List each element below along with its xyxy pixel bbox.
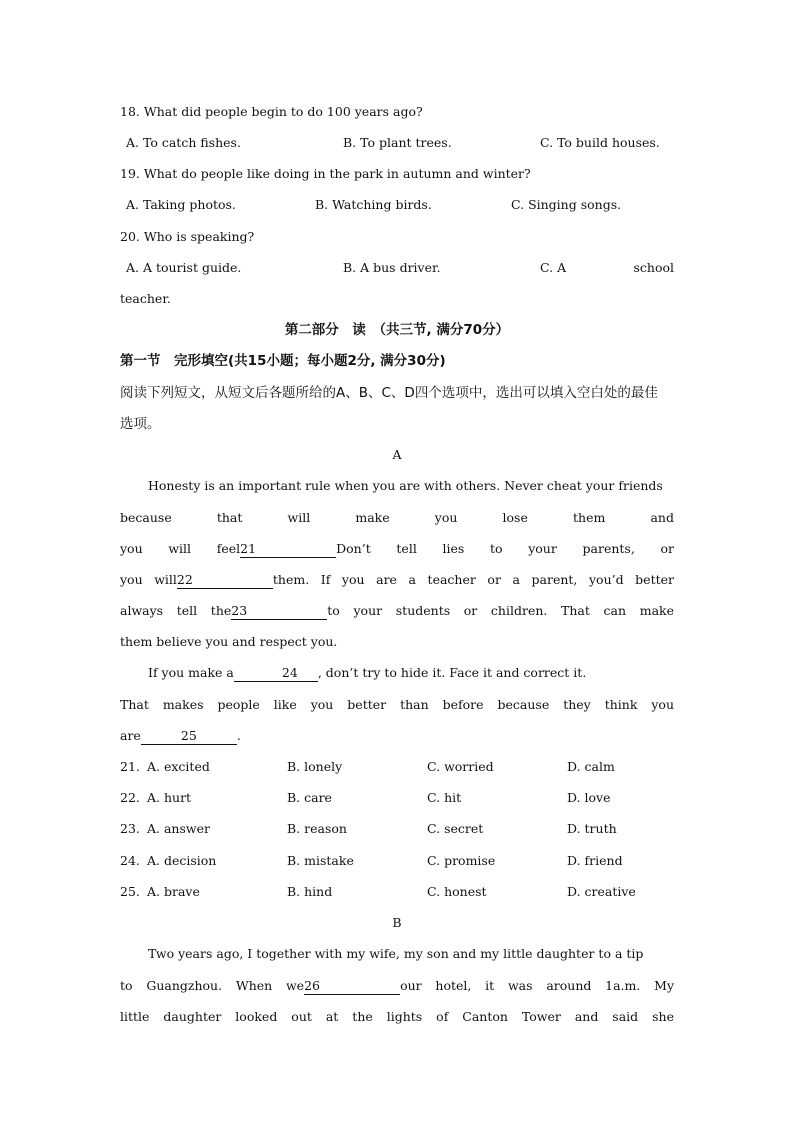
option-a: A. excited [147, 759, 210, 774]
passage-a-line-1: Honesty is an important rule when you are with others. Never cheat your friends [148, 478, 663, 493]
passage-b-line-3: little daughter looked out at the lights of Canton Tower and said she [120, 1009, 674, 1024]
option-c: C. worried [427, 759, 494, 774]
option-b: B. care [287, 790, 332, 805]
option-c: C. hit [427, 790, 462, 805]
passage-a-line-2 [120, 508, 674, 528]
option-d: D. love [567, 790, 611, 805]
blank-22: 22 [177, 571, 273, 589]
option-d: D. calm [567, 759, 615, 774]
option-a: A. answer [147, 821, 210, 836]
option-a: A. brave [147, 884, 200, 899]
option-a: A. decision [147, 853, 217, 868]
q19-option-b: B. Watching birds. [315, 197, 432, 212]
question-19-stem: 19. What do people like doing in the park in autumn and winter? [120, 166, 531, 181]
question-18-options [120, 133, 674, 153]
option-b: B. hind [287, 884, 333, 899]
question-number: 25. [120, 884, 140, 899]
word: lose [502, 510, 528, 525]
text: our hotel, it was around 1a.m. My [400, 978, 675, 993]
q19-option-a: A. Taking photos. [126, 197, 236, 212]
text: you will feel [120, 541, 241, 556]
question-24-options [120, 851, 674, 871]
passage-b-line-2 [120, 976, 674, 996]
word: you [434, 510, 458, 525]
text: , don’t try to hide it. Face it and correct it. [317, 665, 587, 680]
section-one-heading: 第一节 完形填空(共15小题；每小题2分, 满分30分) [120, 353, 446, 369]
q20-option-c: C. A [540, 260, 567, 275]
passage-b-line-1: Two years ago, I together with my wife, my son and my little daughter to a tip [148, 946, 644, 961]
text: . [236, 728, 241, 743]
q18-option-c: C. To build houses. [540, 135, 660, 150]
question-23-options [120, 819, 674, 839]
text: to your students or children. That can make [327, 603, 674, 618]
option-b: B. reason [287, 821, 347, 836]
option-b: B. lonely [287, 759, 343, 774]
option-d: D. truth [567, 821, 617, 836]
question-22-options [120, 788, 674, 808]
question-20-continued: teacher. [120, 291, 171, 306]
instruction-line-2: 选项。 [120, 416, 161, 432]
word: will [287, 510, 311, 525]
text: If you make a [148, 665, 234, 680]
text: are [120, 728, 141, 743]
passage-a-line-6: them believe you and respect you. [120, 634, 338, 649]
option-d: D. creative [567, 884, 636, 899]
text: Don’t tell lies to your parents, or [336, 541, 674, 556]
q20-option-c-continued: school [633, 260, 674, 275]
text: to Guangzhou. When we [120, 978, 305, 993]
q20-option-a: A. A tourist guide. [126, 260, 242, 275]
question-21-options [120, 757, 674, 777]
q18-option-a: A. To catch fishes. [126, 135, 241, 150]
passage-a-line-9 [120, 726, 674, 746]
word: that [216, 510, 243, 525]
blank-25: 25 [141, 727, 237, 745]
instruction-line-1: 阅读下列短文，从短文后各题所给的A、B、C、D四个选项中，选出可以填入空白处的最佳 [120, 385, 658, 401]
blank-24: 24 [234, 664, 318, 682]
part-two-heading: 第二部分 读 （共三节, 满分70分） [284, 322, 510, 338]
question-19-options [120, 195, 674, 215]
question-25-options [120, 882, 674, 902]
option-c: C. honest [427, 884, 487, 899]
text: them. If you are a teacher or a parent, you’d better [272, 572, 674, 587]
word: and [650, 510, 674, 525]
passage-a-line-3 [120, 539, 674, 559]
blank-26: 26 [304, 977, 400, 995]
option-a: A. hurt [147, 790, 192, 805]
word: make [355, 510, 390, 525]
text: always tell the [120, 603, 232, 618]
blank-23: 23 [231, 602, 327, 620]
passage-a-line-8: That makes people like you better than before because they think you [120, 697, 674, 712]
q18-option-b: B. To plant trees. [343, 135, 452, 150]
passage-a-label: A [392, 447, 402, 462]
option-b: B. mistake [287, 853, 354, 868]
word: because [120, 510, 172, 525]
question-18-stem: 18. What did people begin to do 100 years ago? [120, 104, 423, 119]
word: them [573, 510, 606, 525]
blank-21: 21 [240, 540, 336, 558]
passage-b-label: B [392, 915, 402, 930]
q20-option-b: B. A bus driver. [343, 260, 441, 275]
question-number: 23. [120, 821, 140, 836]
text: you will [120, 572, 177, 587]
passage-a-line-4 [120, 570, 674, 590]
question-number: 24. [120, 853, 140, 868]
option-d: D. friend [567, 853, 623, 868]
option-c: C. secret [427, 821, 484, 836]
option-c: C. promise [427, 853, 496, 868]
question-number: 21. [120, 759, 140, 774]
passage-a-line-5 [120, 601, 674, 621]
question-number: 22. [120, 790, 140, 805]
question-20-options [120, 258, 674, 278]
passage-a-line-7 [120, 663, 674, 683]
q19-option-c: C. Singing songs. [511, 197, 622, 212]
question-20-stem: 20. Who is speaking? [120, 229, 255, 244]
